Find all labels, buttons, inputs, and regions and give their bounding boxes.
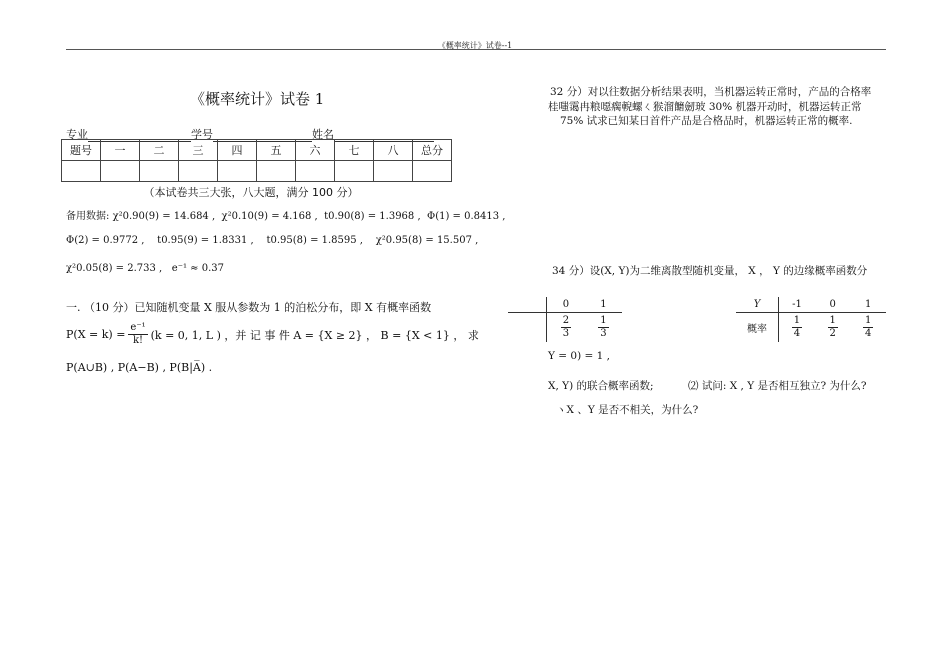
score-value-row <box>62 161 452 182</box>
score-cell[interactable] <box>413 161 452 182</box>
score-cell[interactable] <box>218 161 257 182</box>
x-head-blank <box>508 297 547 313</box>
q2-line3: 75% 试求已知某日首件产品是合格品时，机器运转正常的概率. <box>560 115 853 127</box>
score-header-row <box>62 140 452 161</box>
frac-denominator: 4 <box>865 328 872 339</box>
score-header-cell: 三 <box>179 140 218 161</box>
score-cell[interactable] <box>374 161 413 182</box>
q3-line3b: ⑵ 试问: X , Y 是否相互独立? 为什么? <box>688 380 867 392</box>
q3-line1: 34 分）设(X, Y)为二维离散型随机变量， X ， Y 的边缘概率函数分 <box>552 265 868 277</box>
prep-value: t0.90(8) = 1.3968 , <box>324 211 421 222</box>
frac-denominator: 2 <box>829 328 836 339</box>
x-prob <box>547 313 585 343</box>
q2-line2: 桂嗤霭冉粮噁瘸輗螺ㄑ猴溜饝劒玻 30% 机器开动时，机器运转正常 <box>548 101 862 113</box>
score-header-cell: 一 <box>101 140 140 161</box>
prep-data-line1 <box>66 207 505 222</box>
frac-numerator: e⁻¹ <box>130 322 146 333</box>
score-header-cell: 题号 <box>62 140 101 161</box>
frac-numerator: 1 <box>793 315 801 326</box>
frac-denominator: k! <box>132 335 144 346</box>
major-label: 专业 <box>66 128 88 141</box>
score-cell[interactable] <box>296 161 335 182</box>
prep-value: χ²0.10(9) = 4.168 , <box>221 211 318 222</box>
exam-note: （本试卷共三大张，八大题，满分 100 分） <box>143 186 359 199</box>
score-cell[interactable] <box>257 161 296 182</box>
page-header: 《概率统计》试卷--1 <box>437 41 513 50</box>
prep-value: χ²0.95(8) = 15.507 , <box>375 235 479 246</box>
score-header-cell: 二 <box>140 140 179 161</box>
y-value: 0 <box>829 299 836 310</box>
score-header-cell: 五 <box>257 140 296 161</box>
exam-title: 《概率统计》试卷 1 <box>190 90 325 108</box>
q1-pmf: P(X = k) = <box>66 328 126 341</box>
y-value: 1 <box>865 299 872 310</box>
score-cell[interactable] <box>62 161 101 182</box>
x-prob-blank <box>508 313 547 343</box>
q1-line2 <box>66 322 479 347</box>
y-prob-label: 概率 <box>736 313 779 343</box>
frac-numerator: 1 <box>865 315 872 326</box>
q3-line3a: X, Y) 的联合概率函数; <box>548 380 654 392</box>
q3-line4: ヽX 、Y 是否不相关，为什么? <box>556 404 699 416</box>
frac-denominator: 3 <box>600 328 607 339</box>
prep-value: χ²0.05(8) = 2.733 , <box>66 263 163 274</box>
prep-value: t0.95(9) = 1.8331 , <box>157 235 254 246</box>
frac-denominator: 3 <box>562 328 570 339</box>
score-header-cell: 总分 <box>413 140 452 161</box>
y-marginal-table <box>736 297 886 342</box>
y-value: -1 <box>792 299 802 310</box>
frac-denominator: 4 <box>793 328 801 339</box>
score-table <box>61 139 452 182</box>
score-header-cell: 七 <box>335 140 374 161</box>
prep-data-line2 <box>66 235 478 246</box>
q2-line1: 32 分）对以往数据分析结果表明，当机器运转正常时，产品的合格率 <box>550 86 872 98</box>
score-header-cell: 八 <box>374 140 413 161</box>
y-prob <box>850 313 886 343</box>
prep-label: 备用数据: <box>66 211 110 222</box>
score-cell[interactable] <box>101 161 140 182</box>
prep-data-line3 <box>66 263 224 274</box>
prep-value: e⁻¹ ≈ 0.37 <box>171 263 224 274</box>
q1-line1: 一. （10 分）已知随机变量 X 服从参数为 1 的泊松分布，即 X 有概率函数 <box>66 301 432 314</box>
score-cell[interactable] <box>179 161 218 182</box>
score-cell[interactable] <box>140 161 179 182</box>
prep-value: Φ(1) = 0.8413 , <box>427 211 506 222</box>
frac-numerator: 1 <box>829 315 836 326</box>
name-label: 姓名 <box>312 128 334 141</box>
q1-line3: P(A∪B) , P(A−B) , P(B|A̅) . <box>66 361 213 374</box>
pmf-fraction <box>128 322 147 347</box>
x-value: 0 <box>562 299 570 310</box>
score-header-cell: 六 <box>296 140 335 161</box>
y-prob <box>815 313 851 343</box>
id-label: 学号 <box>191 128 213 141</box>
x-marginal-table <box>508 297 622 342</box>
prep-value: Φ(2) = 0.9772 , <box>66 235 145 246</box>
prep-value: χ²0.90(9) = 14.684 , <box>112 211 216 222</box>
frac-numerator: 1 <box>600 315 607 326</box>
x-prob <box>585 313 622 343</box>
q1-events: (k = 0, 1, L ) ，并 记 事 件 A = {X ≥ 2} ， B = {X < 1} ， 求 <box>150 328 479 342</box>
header-rule <box>66 49 886 50</box>
score-header-cell: 四 <box>218 140 257 161</box>
frac-numerator: 2 <box>562 315 570 326</box>
y-prob <box>779 313 815 343</box>
score-cell[interactable] <box>335 161 374 182</box>
y-head: Y <box>736 297 779 313</box>
prep-value: t0.95(8) = 1.8595 , <box>266 235 363 246</box>
q3-line2: Y = 0) = 1 , <box>548 350 611 362</box>
x-value: 1 <box>600 299 607 310</box>
